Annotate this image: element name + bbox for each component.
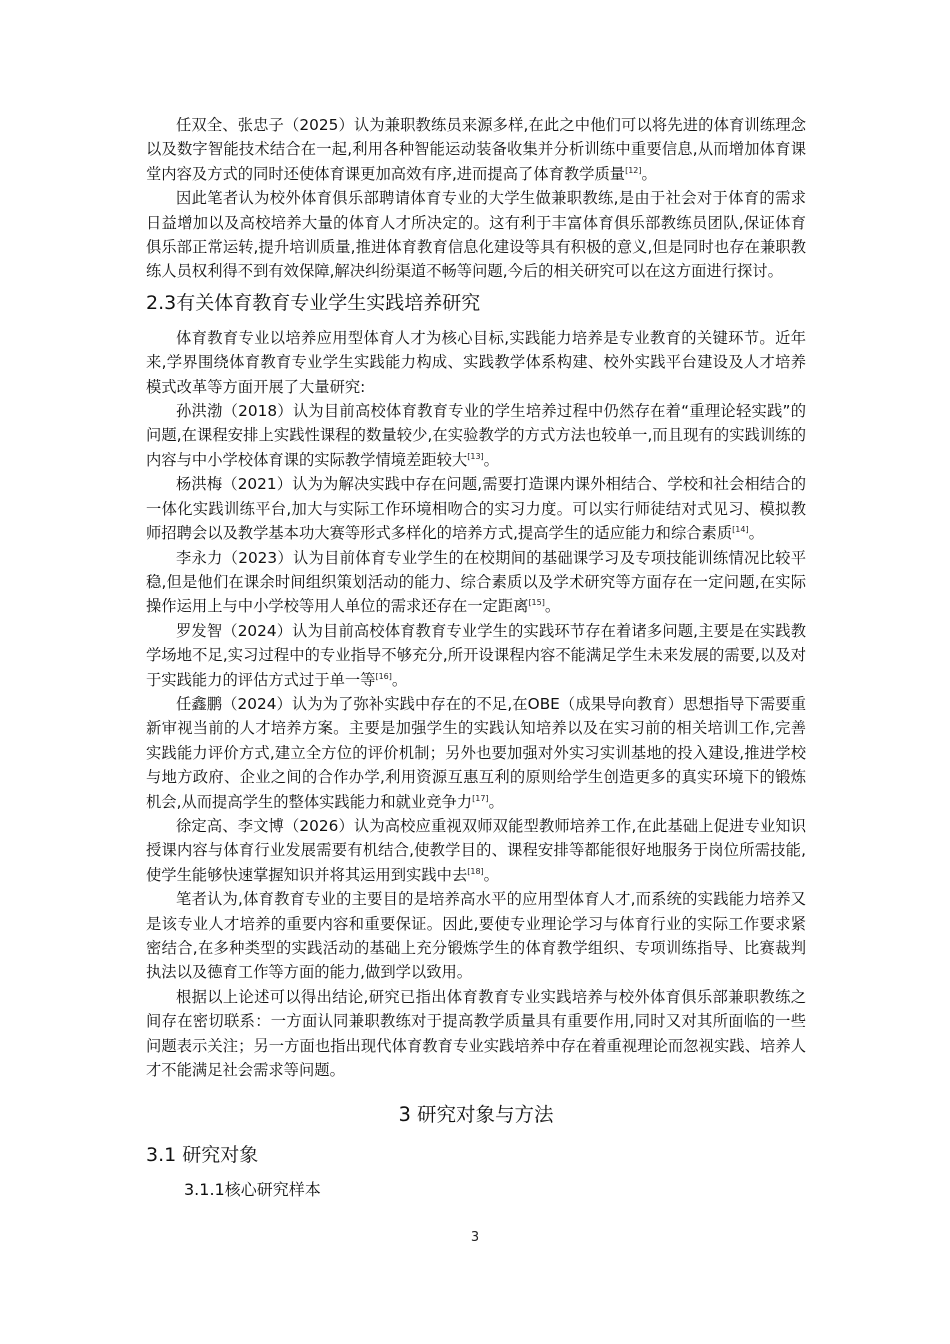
paragraph-end-punctuation: 。: [641, 164, 657, 183]
paragraph-text: 任鑫鹏（2024）认为为了弥补实践中存在的不足,在OBE（成果导向教育）思想指导下需要重新审视当前的人才培养方案。主要是加强学生的实践认知培养以及在实习前的相关培训工作,完善实践能力评价方式,建立全方位的评价机制；另外也要加强对外实习实训基地的投入建设,推进学校与地方政府、企业之间的合作办学,利用资源互惠互利的原则给学生创造更多的真实环境下的锻炼机会,从而提高学生的整体实践能力和就业竞争力: [146, 694, 806, 811]
paragraph-text: 任双全、张忠子（2025）认为兼职教练员来源多样,在此之中他们可以将先进的体育训练理念以及数字智能技术结合在一起,利用各种智能运动装备收集并分析训练中重要信息,从而增加体育课堂内容及方式的同时还使体育课更加高效有序,进而提高了体育教学质量: [146, 116, 806, 183]
citation-marker[interactable]: [15]: [528, 598, 545, 608]
paragraph-end-punctuation: 。: [483, 450, 499, 469]
paragraph: [146, 399, 806, 472]
citation-marker[interactable]: [14]: [732, 525, 749, 534]
paragraph: [146, 546, 806, 619]
paragraph-end-punctuation: 。: [483, 865, 499, 884]
section-2-3-paragraphs: [146, 326, 806, 1083]
paragraph-end-punctuation: 。: [544, 597, 561, 616]
section-heading-3-1: 3.1 研究对象: [146, 1144, 259, 1167]
paragraph: [146, 985, 806, 1083]
page-content: [146, 113, 806, 1202]
paragraph: [146, 113, 806, 186]
paragraph-text: 孙洪渤（2018）认为目前高校体育教育专业的学生培养过程中仍然存在着“重理论轻实践”的问题,在课程安排上实践性课程的数量较少,在实验教学的方式方法也较单一,而且现有的实践训练的内容与中小学校体育课的实际教学情境差距较大: [146, 402, 806, 469]
paragraph-text: 体育教育专业以培养应用型体育人才为核心目标,实践能力培养是专业教育的关键环节。近年来,学界围绕体育教育专业学生实践能力构成、实践教学体系构建、校外实践平台建设及人才培养模式改革等方面开展了大量研究:: [146, 328, 806, 396]
citation-marker[interactable]: [16]: [375, 671, 392, 681]
citation-marker[interactable]: [17]: [472, 793, 489, 803]
intro-paragraphs: [146, 113, 806, 284]
paragraph: [146, 692, 806, 814]
paragraph: [146, 326, 806, 399]
paragraph-text: 李永力（2023）认为目前体育专业学生的在校期间的基础课学习及专项技能训练情况比较平稳,但是他们在课余时间组织策划活动的能力、综合素质以及学术研究等方面存在一定问题,在实际操作运用上与中小学校等用人单位的需求还存在一定距离: [146, 548, 806, 616]
paragraph: [146, 887, 806, 985]
paragraph-text: 根据以上论述可以得出结论,研究已指出体育教育专业实践培养与校外体育俱乐部兼职教练之间存在密切联系：一方面认同兼职教练对于提高教学质量具有重要作用,同时又对其所面临的一些问题表示关注；另一方面也指出现代体育教育专业实践培养中存在着重视理论而忽视实践、培养人才不能满足社会需求等问题。: [146, 987, 806, 1080]
paragraph-text: 罗发智（2024）认为目前高校体育教育专业学生的实践环节存在着诸多问题,主要是在实践教学场地不足,实习过程中的专业指导不够充分,所开设课程内容不能满足学生未来发展的需要,以及对于实践能力的评估方式过于单一等: [146, 621, 806, 689]
paragraph-text: 笔者认为,体育教育专业的主要目的是培养高水平的应用型体育人才,而系统的实践能力培养又是该专业人才培养的重要内容和重要保证。因此,要使专业理论学习与体育行业的实际工作要求紧密结合,在多种类型的实践活动的基础上充分锻炼学生的体育教学组织、专项训练指导、比赛裁判执法以及德育工作等方面的能力,做到学以致用。: [146, 890, 806, 982]
citation-marker[interactable]: [12]: [625, 165, 642, 175]
section-heading-3-1-1: 3.1.1核心研究样本: [184, 1180, 321, 1200]
citation-marker[interactable]: [18]: [467, 866, 484, 876]
chapter-heading-3: 3 研究对象与方法: [398, 1103, 554, 1127]
paragraph-text: 杨洪梅（2021）认为为解决实践中存在问题,需要打造课内课外相结合、学校和社会相结合的一体化实践训练平台,加大与实际工作环境相吻合的实习力度。可以实行师徒结对式见习、模拟教师招聘会以及教学基本功大赛等形式多样化的培养方式,提高学生的适应能力和综合素质: [146, 475, 806, 543]
page-number: 3: [470, 1230, 480, 1245]
paragraph: [146, 619, 806, 692]
paragraph: [146, 186, 806, 284]
paragraph-end-punctuation: 。: [488, 792, 504, 811]
citation-marker[interactable]: [13]: [467, 451, 484, 461]
paragraph: [146, 472, 806, 545]
paragraph: [146, 814, 806, 887]
paragraph-text: 徐定高、李文博（2026）认为高校应重视双师双能型教师培养工作,在此基础上促进专业知识授课内容与体育行业发展需要有机结合,使教学目的、课程安排等都能很好地服务于岗位所需技能,使学生能够快速掌握知识并将其运用到实践中去: [146, 816, 806, 884]
paragraph-end-punctuation: 。: [748, 524, 764, 543]
section-heading-2-3: 2.3有关体育教育专业学生实践培养研究: [146, 291, 481, 314]
paragraph-end-punctuation: 。: [391, 670, 408, 689]
paragraph-text: 因此笔者认为校外体育俱乐部聘请体育专业的大学生做兼职教练,是由于社会对于体育的需求日益增加以及高校培养大量的体育人才所决定的。这有利于丰富体育俱乐部教练员团队,保证体育俱乐部正常运转,提升培训质量,推进体育教育信息化建设等具有积极的意义,但是同时也存在兼职教练人员权利得不到有效保障,解决纠纷渠道不畅等问题,今后的相关研究可以在这方面进行探讨。: [146, 189, 806, 281]
